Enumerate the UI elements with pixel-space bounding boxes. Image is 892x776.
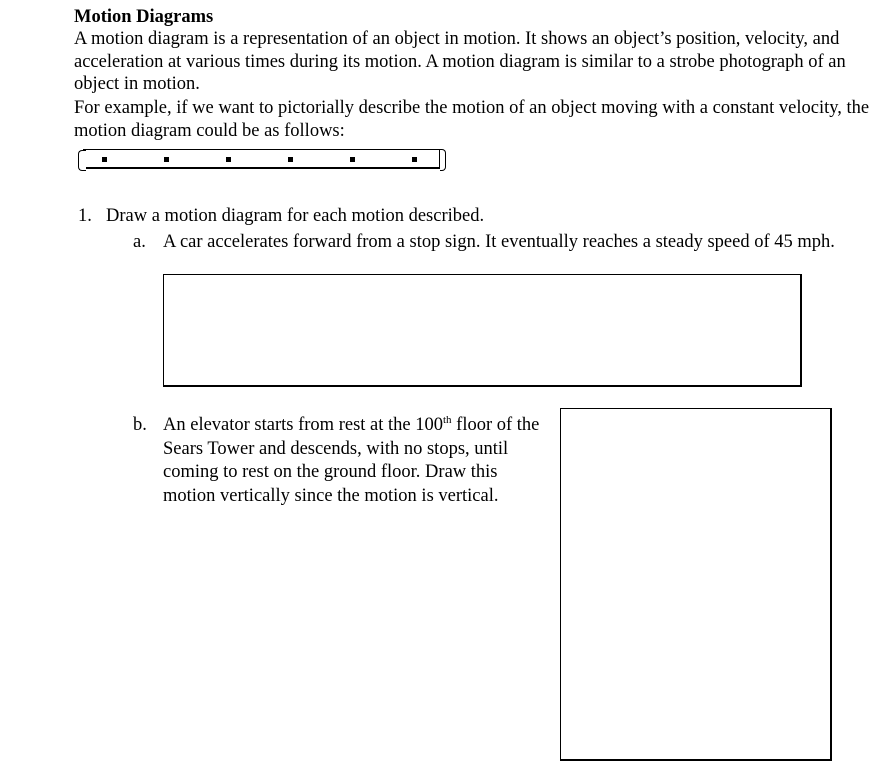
question-1 <box>78 205 484 227</box>
page-title: Motion Diagrams <box>74 7 214 27</box>
diagram-frame-left-cap <box>78 150 86 171</box>
part-b-marker: b. <box>133 415 147 435</box>
motion-dot <box>288 157 293 162</box>
example-paragraph: For example, if we want to pictorially describe the motion of an object moving with a constant velocity, the motion diagram could be as follows: <box>74 98 870 141</box>
part-b-text-end: floor of the Sears Tower and descends, with no stops, until coming to rest on the ground floor. Draw this motion vertically since the motion is vertical. <box>163 415 540 506</box>
motion-dot <box>412 157 417 162</box>
motion-dot <box>226 157 231 162</box>
answer-box-part-a[interactable] <box>163 274 802 387</box>
motion-dot <box>350 157 355 162</box>
diagram-frame-right-cap <box>440 149 446 171</box>
part-a-text: A car accelerates forward from a stop sign. It eventually reaches a steady speed of 45 mph. <box>163 232 835 252</box>
part-a-marker: a. <box>133 232 146 252</box>
intro-paragraph: A motion diagram is a representation of an object in motion. It shows an object’s position, velocity, and acceleration at various times during its motion. A motion diagram is similar to a strobe photograph of an object in motion. <box>74 29 846 94</box>
part-b-text-start: An elevator starts from rest at the 100 <box>163 415 443 435</box>
question-prompt: Draw a motion diagram for each motion described. <box>106 206 485 226</box>
ordinal-suffix: th <box>442 413 452 426</box>
question-number: 1. <box>78 206 92 226</box>
diagram-frame <box>83 149 441 169</box>
answer-box-part-b[interactable] <box>560 408 832 761</box>
motion-dot <box>102 157 107 162</box>
motion-dot <box>164 157 169 162</box>
constant-velocity-motion-diagram <box>78 149 446 173</box>
part-b-text <box>163 414 548 508</box>
